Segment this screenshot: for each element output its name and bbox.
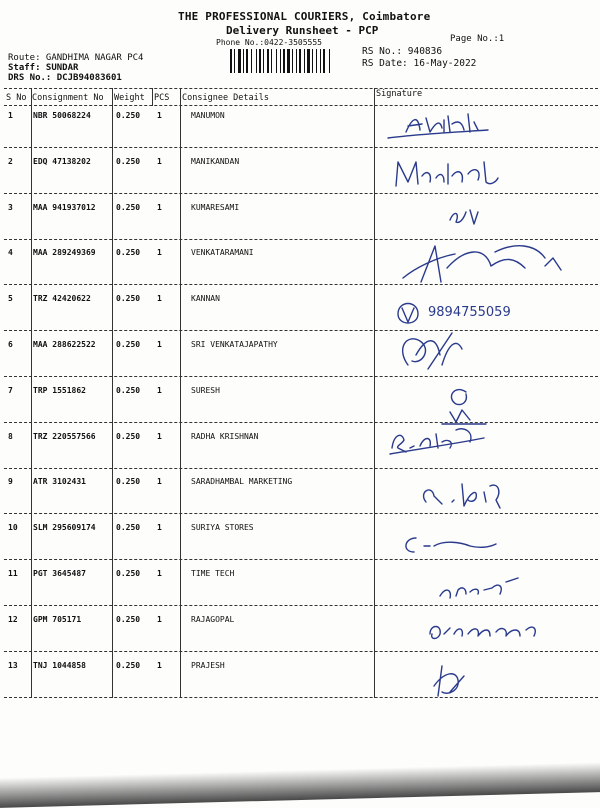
row-consignment-no: NBR 50068224 bbox=[33, 111, 91, 120]
row-pcs: 1 bbox=[157, 340, 162, 349]
row-consignment-no: ATR 3102431 bbox=[33, 477, 86, 486]
column-divider bbox=[374, 88, 375, 698]
row-sno: 6 bbox=[8, 340, 13, 349]
row-weight: 0.250 bbox=[116, 523, 141, 532]
row-consignee: PRAJESH bbox=[191, 661, 225, 670]
row-weight: 0.250 bbox=[116, 157, 141, 166]
signature-6 bbox=[392, 325, 482, 375]
row-consignment-no: SLM 295609174 bbox=[33, 523, 96, 532]
row-consignee: KUMARESAMI bbox=[191, 203, 240, 212]
row-pcs: 1 bbox=[157, 615, 162, 624]
row-sno: 9 bbox=[8, 477, 13, 486]
row-pcs: 1 bbox=[157, 661, 162, 670]
row-sno: 12 bbox=[8, 615, 18, 624]
row-divider bbox=[4, 422, 598, 423]
row5-handwritten-phone: 9894755059 bbox=[428, 305, 511, 320]
phone-number: Phone No.:0422-3505555 bbox=[216, 38, 322, 47]
header-divider-bottom bbox=[4, 105, 598, 106]
row-sno: 13 bbox=[8, 661, 18, 670]
route-label: Route: GANDHIMA NAGAR PC4 bbox=[8, 53, 144, 63]
row-sno: 2 bbox=[8, 157, 13, 166]
row-consignee: SURESH bbox=[191, 386, 220, 395]
row-divider bbox=[4, 651, 598, 652]
rs-date: RS Date: 16-May-2022 bbox=[362, 58, 477, 69]
row-pcs: 1 bbox=[157, 248, 162, 257]
col-header-consignment: Consignment No bbox=[32, 93, 104, 103]
row-pcs: 1 bbox=[157, 432, 162, 441]
row-consignment-no: PGT 3645487 bbox=[33, 569, 86, 578]
row-sno: 3 bbox=[8, 203, 13, 212]
staff-label: Staff: SUNDAR bbox=[8, 63, 79, 73]
row-pcs: 1 bbox=[157, 294, 162, 303]
col-header-signature: Signature bbox=[376, 89, 423, 99]
row-consignment-no: MAA 288622522 bbox=[33, 340, 96, 349]
row-divider bbox=[4, 193, 598, 194]
header-divider-top bbox=[4, 88, 598, 89]
col-header-weight: Weight bbox=[114, 93, 145, 103]
row-sno: 10 bbox=[8, 523, 18, 532]
row-pcs: 1 bbox=[157, 569, 162, 578]
col-header-sno: S No bbox=[6, 93, 27, 103]
row-consignee: SRI VENKATAJAPATHY bbox=[191, 340, 278, 349]
column-divider bbox=[112, 88, 113, 698]
row-pcs: 1 bbox=[157, 477, 162, 486]
row-divider bbox=[4, 376, 598, 377]
signature-9 bbox=[412, 472, 522, 512]
col-header-pcs: PCS bbox=[154, 93, 170, 103]
signature-10 bbox=[400, 524, 510, 564]
row-pcs: 1 bbox=[157, 157, 162, 166]
row-weight: 0.250 bbox=[116, 111, 141, 120]
row-weight: 0.250 bbox=[116, 386, 141, 395]
row-consignment-no: TRP 1551862 bbox=[33, 386, 86, 395]
row-weight: 0.250 bbox=[116, 203, 141, 212]
row-divider bbox=[4, 468, 598, 469]
row-weight: 0.250 bbox=[116, 340, 141, 349]
row-consignee: RAJAGOPAL bbox=[191, 615, 235, 624]
signature-12 bbox=[420, 610, 560, 650]
row-consignment-no: EDQ 47138202 bbox=[33, 157, 91, 166]
row-consignment-no: MAA 289249369 bbox=[33, 248, 96, 257]
row-weight: 0.250 bbox=[116, 432, 141, 441]
row-consignee: VENKATARAMANI bbox=[191, 248, 254, 257]
row-weight: 0.250 bbox=[116, 477, 141, 486]
row-weight: 0.250 bbox=[116, 569, 141, 578]
row-consignment-no: TNJ 1044858 bbox=[33, 661, 86, 670]
col-header-consignee: Consignee Details bbox=[182, 93, 269, 103]
row-consignee: MANIKANDAN bbox=[191, 157, 240, 166]
row-consignment-no: GPM 705171 bbox=[33, 615, 82, 624]
row-consignee: MANUMON bbox=[191, 111, 225, 120]
row-consignee: SARADHAMBAL MARKETING bbox=[191, 477, 293, 486]
row-weight: 0.250 bbox=[116, 615, 141, 624]
column-divider bbox=[31, 88, 32, 698]
row-pcs: 1 bbox=[157, 203, 162, 212]
signature-1 bbox=[378, 108, 518, 148]
row-sno: 11 bbox=[8, 569, 18, 578]
signature-8 bbox=[384, 418, 494, 458]
row-sno: 7 bbox=[8, 386, 13, 395]
column-divider bbox=[152, 88, 153, 106]
row-consignee: TIME TECH bbox=[191, 569, 235, 578]
row-pcs: 1 bbox=[157, 523, 162, 532]
page-number: Page No.:1 bbox=[450, 34, 505, 44]
row-pcs: 1 bbox=[157, 386, 162, 395]
row-sno: 5 bbox=[8, 294, 13, 303]
signature-4 bbox=[395, 238, 575, 288]
row-weight: 0.250 bbox=[116, 294, 141, 303]
row-sno: 1 bbox=[8, 111, 13, 120]
row-divider bbox=[4, 513, 598, 514]
row-weight: 0.250 bbox=[116, 661, 141, 670]
drs-number: DRS No.: DCJB94083601 bbox=[8, 73, 122, 83]
row-consignee: KANNAN bbox=[191, 294, 220, 303]
company-title: THE PROFESSIONAL COURIERS, Coimbatore bbox=[178, 10, 431, 23]
row-consignment-no: TRZ 42420622 bbox=[33, 294, 91, 303]
signature-3 bbox=[440, 200, 520, 240]
row-consignment-no: MAA 941937012 bbox=[33, 203, 96, 212]
row-weight: 0.250 bbox=[116, 248, 141, 257]
row-sno: 4 bbox=[8, 248, 13, 257]
row-pcs: 1 bbox=[157, 111, 162, 120]
page-bottom-shadow bbox=[0, 762, 600, 808]
row-divider bbox=[4, 697, 598, 698]
row-consignee: RADHA KRISHNAN bbox=[191, 432, 259, 441]
barcode bbox=[230, 49, 358, 73]
rs-number: RS No.: 940836 bbox=[362, 46, 443, 57]
signature-11 bbox=[430, 568, 540, 608]
row-sno: 8 bbox=[8, 432, 13, 441]
signature-13 bbox=[424, 656, 484, 704]
column-divider bbox=[180, 88, 181, 698]
signature-2 bbox=[378, 152, 518, 192]
row-consignment-no: TRZ 220557566 bbox=[33, 432, 96, 441]
row-consignee: SURIYA STORES bbox=[191, 523, 254, 532]
runsheet-subtitle: Delivery Runsheet - PCP bbox=[226, 24, 379, 37]
